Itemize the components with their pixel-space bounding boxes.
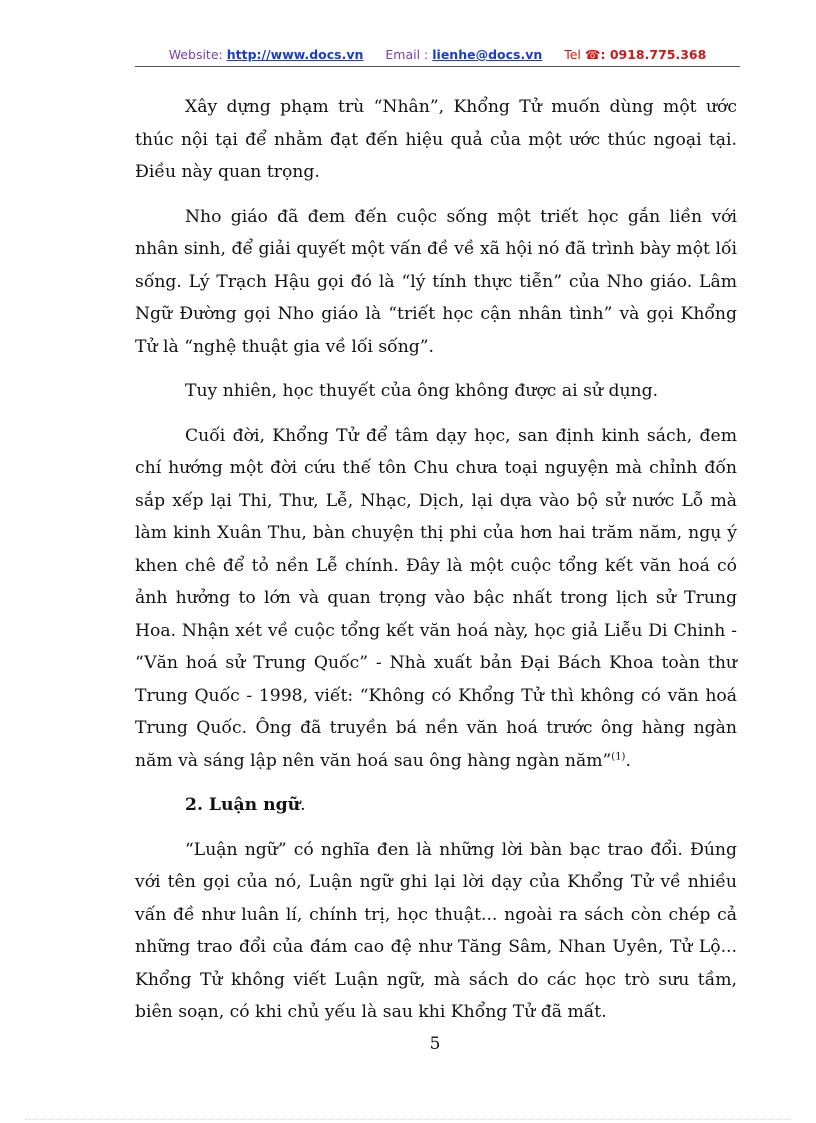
paragraph-4-end: . [625, 750, 631, 771]
tel-number: : 0918.775.368 [600, 47, 707, 62]
paragraph-4-text: Cuối đời, Khổng Tử để tâm dạy học, san định kinh sách, đem chí hướng một đời cứu thế tôn Chu chưa toại nguyện mà chỉnh đốn sắp xếp lại Thi, Thư, Lễ, Nhạc, Dịch, lại dựa vào bộ sử nước Lỗ mà làm kinh Xuân Thu, bàn chuyện thị phi của hơn hai trăm năm, ngụ ý khen chê để tỏ nền Lễ chính. Đây là một cuộc tổng kết văn hoá có ảnh hưởng to lớn và quan trọng vào bậc nhất trong lịch sử Trung Hoa. Nhận xét về cuộc tổng kết văn hoá này, học giả Liễu Di Chinh - “Văn hoá sử Trung Quốc” - Nhà xuất bản Đại Bách Khoa toàn thư Trung Quốc - 1998, viết: “Không có Khổng Tử thì không có văn hoá Trung Quốc. Ông đã truyền bá nền văn hoá trước ông hàng ngàn năm và sáng lập nên văn hoá sau ông hàng ngàn năm” [135, 425, 737, 771]
paragraph-2: Nho giáo đã đem đến cuộc sống một triết học gắn liền với nhân sinh, để giải quyết một vấn đề về xã hội nó đã trình bày một lối sống. Lý Trạch Hậu gọi đó là “lý tính thực tiễn” của Nho giáo. Lâm Ngữ Đường gọi Nho giáo là “triết học cận nhân tình” và gọi Khổng Tử là “nghệ thuật gia về lối sống”. [135, 206, 737, 357]
website-link[interactable]: http://www.docs.vn [226, 47, 364, 62]
section-heading-end: . [300, 795, 306, 815]
document-body [135, 91, 737, 1041]
email-label: Email : [385, 47, 429, 62]
bottom-dotted-line [25, 1119, 791, 1120]
email-link[interactable]: lienhe@docs.vn [432, 47, 543, 62]
website-label: Website: [168, 47, 223, 62]
page-header [135, 47, 740, 62]
paragraph-4 [135, 420, 737, 778]
section-heading-text: 2. Luận ngữ [185, 795, 301, 815]
section-heading [135, 789, 737, 822]
paragraph-1: Xây dựng phạm trù “Nhân”, Khổng Tử muốn dùng một ước thúc nội tại để nhằm đạt đến hiệu quả của một ước thúc ngoại tại. Điều này quan trọng. [135, 97, 737, 182]
header-rule [135, 66, 740, 67]
paragraph-5: “Luận ngữ” có nghĩa đen là những lời bàn bạc trao đổi. Đúng với tên gọi của nó, Luận ngữ ghi lại lời dạy của Khổng Tử về nhiều vấn đề như luân lí, chính trị, học thuật... ngoài ra sách còn chép cả những trao đổi của đám cao đệ như Tăng Sâm, Nhan Uyên, Tử Lộ... Khổng Tử không viết Luận ngữ, mà sách do các học trò sưu tầm, biên soạn, có khi chủ yếu là sau khi Khổng Tử đã mất. [135, 839, 737, 1022]
page-number: 5 [429, 1034, 441, 1054]
footnote-ref: (1) [611, 750, 626, 762]
phone-icon: ☎ [584, 47, 601, 62]
tel-label: Tel [564, 47, 581, 62]
paragraph-3: Tuy nhiên, học thuyết của ông không được ai sử dụng. [185, 381, 659, 401]
